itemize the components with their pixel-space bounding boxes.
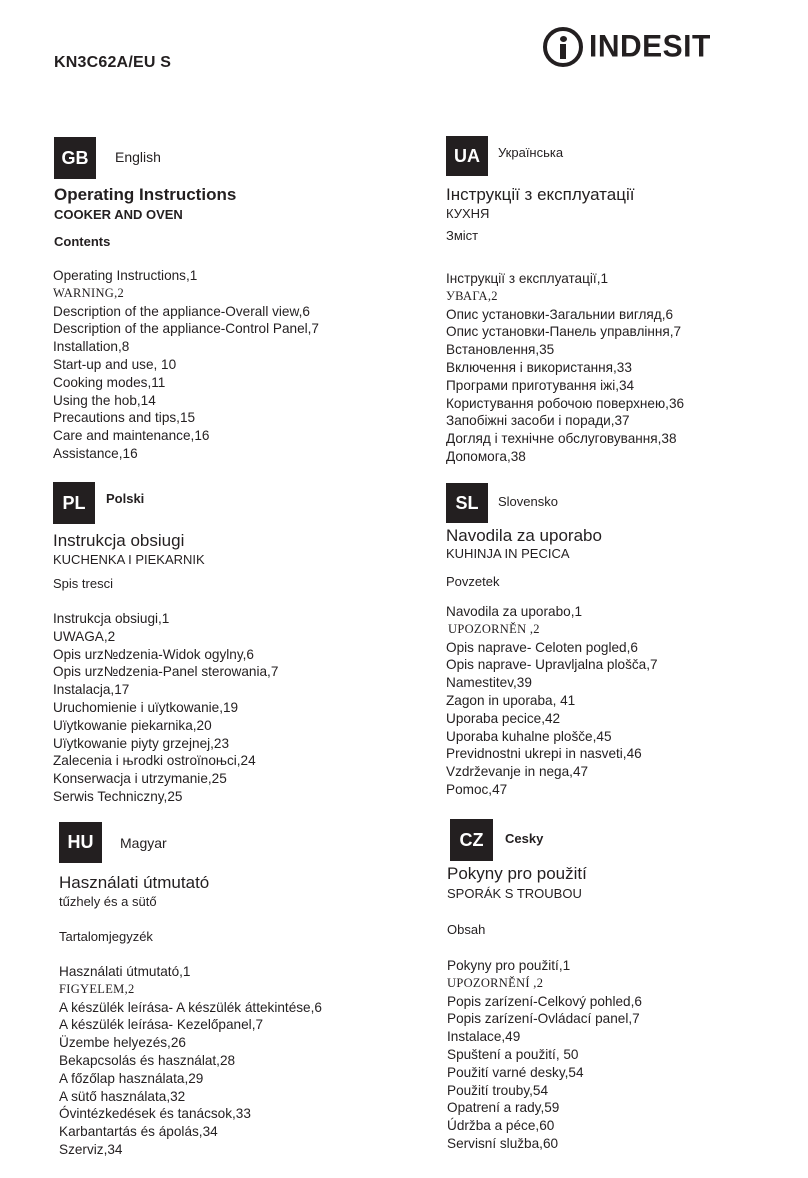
list-item: FIGYELEM,2 <box>59 981 135 996</box>
section-subtitle: tűzhely és a sütő <box>59 894 157 909</box>
list-item: Namestitev,39 <box>446 675 532 691</box>
list-item: Instalacja,17 <box>53 682 130 698</box>
list-item: Assistance,16 <box>53 445 138 461</box>
list-item: Uïytkowanie piekarnika,20 <box>53 717 212 733</box>
list-item: УВАГА,2 <box>446 288 498 303</box>
list-item: Instalace,49 <box>447 1029 521 1045</box>
contents-list <box>446 603 658 799</box>
list-item: Óvintézkedések és tanácsok,33 <box>59 1106 251 1122</box>
language-badge: PL <box>53 482 95 524</box>
list-item: Serwis Techniczny,25 <box>53 788 183 804</box>
section-subtitle: КУХНЯ <box>446 206 490 221</box>
list-item: Start-up and use, 10 <box>53 356 177 372</box>
contents-heading: Contents <box>54 234 111 249</box>
list-item: A készülék leírása- A készülék áttekintése,6 <box>59 999 322 1015</box>
contents-list <box>59 963 322 1159</box>
contents-list <box>446 270 684 466</box>
brand-name: INDESIT <box>589 29 711 64</box>
list-item: Opis naprave- Upravljalna plošča,7 <box>446 657 658 673</box>
list-item: Konserwacja i utrzymanie,25 <box>53 771 227 787</box>
list-item: Previdnostni ukrepi in nasveti,46 <box>446 746 642 762</box>
list-item: Zalecenia i њrodki ostroïnoњci,24 <box>53 753 256 769</box>
list-item: Uporaba pecice,42 <box>446 710 561 726</box>
contents-heading: Povzetek <box>446 574 500 589</box>
list-item: Допомога,38 <box>446 448 526 464</box>
contents-heading: Spis tresci <box>53 576 113 591</box>
section-subtitle: KUCHENKA I PIEKARNIK <box>53 552 205 567</box>
contents-list <box>53 610 278 806</box>
list-item: Pokyny pro použití,1 <box>447 958 571 973</box>
section-title: Instrukcja obsiugi <box>53 531 185 550</box>
language-name: Polski <box>106 491 145 506</box>
list-item: UWAGA,2 <box>53 628 116 644</box>
list-item: Opis urz№dzenia-Widok ogylny,6 <box>53 646 254 662</box>
list-item: Description of the appliance-Overall view,6 <box>53 303 310 319</box>
section-subtitle: KUHINJA IN PECICA <box>446 546 570 561</box>
list-item: Description of the appliance-Control Panel,7 <box>53 321 319 337</box>
list-item: Bekapcsolás és használat,28 <box>59 1052 236 1068</box>
list-item: Care and maintenance,16 <box>53 428 210 444</box>
list-item: Precautions and tips,15 <box>53 410 196 426</box>
list-item: Opatrení a rady,59 <box>447 1100 560 1116</box>
indesit-i-icon <box>543 27 583 67</box>
list-item: Servisní služba,60 <box>447 1135 559 1151</box>
list-item: Запобіжні засоби і поради,37 <box>446 413 630 429</box>
list-item: A főzőlap használata,29 <box>59 1070 204 1086</box>
list-item: Popis zarízení-Ovládací panel,7 <box>447 1011 640 1027</box>
list-item: UPOZORNĚNÍ ,2 <box>447 975 544 990</box>
list-item: Включення і використання,33 <box>446 359 632 375</box>
language-badge: HU <box>59 822 102 863</box>
list-item: A sütő használata,32 <box>59 1088 186 1104</box>
list-item: Opis urz№dzenia-Panel sterowania,7 <box>53 664 279 680</box>
list-item: Použití varné desky,54 <box>447 1064 584 1080</box>
list-item: Uruchomienie i uïytkowanie,19 <box>53 699 239 715</box>
section-title: Navodila za uporabo <box>446 526 602 545</box>
list-item: Using the hob,14 <box>53 392 156 408</box>
section-title: Pokyny pro použití <box>447 864 587 883</box>
language-name: Magyar <box>120 835 167 851</box>
list-item: Догляд і технічне обслуговування,38 <box>446 431 677 447</box>
list-item: Користування робочою поверхнею,36 <box>446 395 685 411</box>
list-item: A készülék leírása- Kezelőpanel,7 <box>59 1017 264 1033</box>
language-badge: UA <box>446 136 488 176</box>
list-item: Instrukcja obsiugi,1 <box>53 611 170 626</box>
list-item: Zagon in uporaba, 41 <box>446 692 576 708</box>
list-item: Опис установки-Загальнии вигляд,6 <box>446 306 674 322</box>
contents-list <box>53 267 319 463</box>
language-name: English <box>115 149 161 165</box>
list-item: Vzdrževanje in nega,47 <box>446 764 589 780</box>
contents-heading: Зміст <box>446 228 479 243</box>
language-badge: SL <box>446 483 488 523</box>
list-item: Installation,8 <box>53 339 130 355</box>
section-subtitle: SPORÁK S TROUBOU <box>447 886 582 901</box>
language-name: Українська <box>498 145 564 160</box>
list-item: Üzembe helyezés,26 <box>59 1035 186 1051</box>
contents-list <box>447 957 642 1153</box>
list-item: Інструкції з експлуатації,1 <box>446 271 609 286</box>
list-item: Opis naprave- Celoten pogled,6 <box>446 639 638 655</box>
brand-logo <box>543 22 711 72</box>
list-item: Szerviz,34 <box>59 1141 123 1157</box>
language-badge: GB <box>54 137 96 179</box>
language-badge: CZ <box>450 819 493 861</box>
list-item: Használati útmutató,1 <box>59 964 191 979</box>
list-item: Опис установки-Панель управління,7 <box>446 324 682 340</box>
list-item: Karbantartás és ápolás,34 <box>59 1124 218 1140</box>
list-item: Uporaba kuhalne plošče,45 <box>446 728 612 744</box>
language-name: Slovensko <box>498 494 558 509</box>
list-item: Použití trouby,54 <box>447 1082 549 1098</box>
list-item: Spuštení a použití, 50 <box>447 1046 579 1062</box>
section-title: Használati útmutató <box>59 873 210 892</box>
contents-heading: Obsah <box>447 922 486 937</box>
language-name: Cesky <box>505 831 544 846</box>
section-title: Operating Instructions <box>54 185 237 204</box>
list-item: Uïytkowanie piyty grzejnej,23 <box>53 735 230 751</box>
list-item: Údržba a péce,60 <box>447 1118 555 1134</box>
list-item: Popis zarízení-Celkový pohled,6 <box>447 993 642 1009</box>
list-item: Navodila za uporabo,1 <box>446 604 583 619</box>
list-item: Pomoc,47 <box>446 781 508 797</box>
list-item: Програми приготування іжі,34 <box>446 377 635 393</box>
section-subtitle: COOKER AND OVEN <box>54 207 183 222</box>
model-number: KN3C62A/EU S <box>54 54 172 71</box>
list-item: Operating Instructions,1 <box>53 268 198 283</box>
list-item: Cooking modes,11 <box>53 374 166 390</box>
section-title: Інструкції з експлуатації <box>446 185 635 204</box>
list-item: Встановлення,35 <box>446 342 555 358</box>
list-item: UPOZORNĚN ,2 <box>448 621 540 636</box>
list-item: WARNING,2 <box>53 285 125 300</box>
contents-heading: Tartalomjegyzék <box>59 929 153 944</box>
